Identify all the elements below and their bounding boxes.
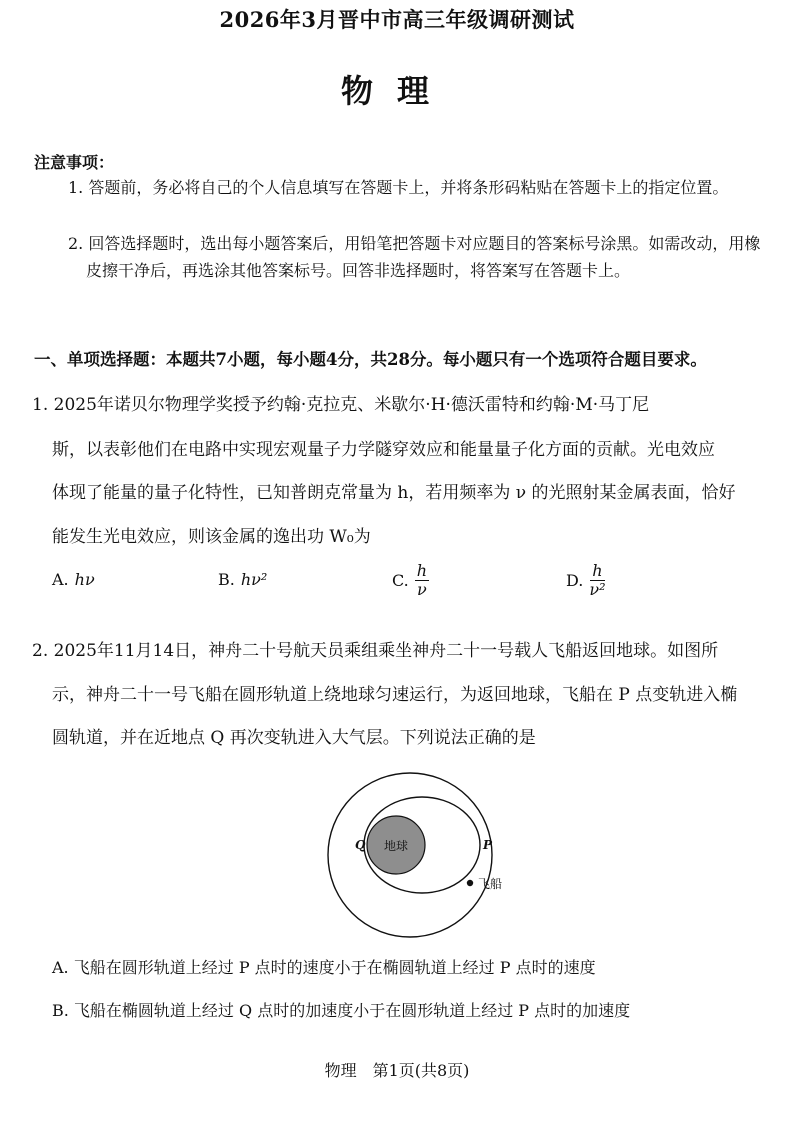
- option-label: D.: [566, 571, 584, 590]
- page-footer: 物理 第1页(共8页): [324, 1061, 470, 1080]
- q1-line-1: 1. 2025年诺贝尔物理学奖授予约翰·克拉克、米歇尔·H·德沃雷特和约翰·M·马丁尼: [32, 395, 650, 415]
- subject-title: 物理: [340, 72, 453, 110]
- q1-option-c: [392, 562, 429, 599]
- fraction-denominator: ν: [417, 580, 427, 599]
- fraction: [415, 562, 429, 599]
- option-label: C.: [392, 571, 409, 590]
- fraction-numerator: h: [416, 561, 428, 580]
- spacecraft-label: 飞船: [478, 877, 503, 891]
- q2-option-b: B. 飞船在椭圆轨道上经过 Q 点时的加速度小于在圆形轨道上经过 P 点时的加速度: [52, 1001, 631, 1020]
- q1-line-2: 斯，以表彰他们在电路中实现宏观量子力学隧穿效应和能量量子化方面的贡献。光电效应: [52, 440, 715, 460]
- fraction: [589, 562, 605, 599]
- spacecraft-dot-icon: [467, 880, 473, 886]
- q1-option-d: [566, 562, 605, 599]
- point-q-label: Q: [355, 838, 366, 852]
- option-label: B.: [218, 570, 235, 589]
- q1-line-3: 体现了能量的量子化特性，已知普朗克常量为 h，若用频率为 ν 的光照射某金属表面，恰好: [52, 483, 736, 503]
- fraction-denominator: ν²: [589, 580, 606, 599]
- option-value: hν: [74, 570, 95, 589]
- q2-option-a: A. 飞船在圆形轨道上经过 P 点时的速度小于在椭圆轨道上经过 P 点时的速度: [52, 958, 596, 977]
- option-value: hν²: [240, 570, 268, 589]
- note-item-2: 2. 回答选择题时，选出每小题答案后，用铅笔把答题卡对应题目的答案标号涂黑。如需改动，用橡皮擦干净后，再选涂其他答案标号。回答非选择题时，将答案写在答题卡上。: [68, 234, 761, 280]
- earth-label: 地球: [383, 839, 409, 853]
- q1-option-b: [218, 570, 267, 589]
- notes-heading: 注意事项：: [34, 153, 115, 172]
- q2-line-1: 2. 2025年11月14日，神舟二十号航天员乘组乘坐神舟二十一号载人飞船返回地球。如图所: [32, 641, 719, 661]
- point-p-label: P: [483, 838, 493, 852]
- fraction-numerator: h: [592, 561, 603, 580]
- section-heading: 一、单项选择题：本题共7小题，每小题4分，共28分。每小题只有一个选项符合题目要求。: [34, 350, 707, 369]
- exam-title: 2026年3月晋中市高三年级调研测试: [219, 7, 575, 32]
- q1-option-a: [52, 570, 95, 589]
- q2-line-3: 圆轨道，并在近地点 Q 再次变轨进入大气层。下列说法正确的是: [52, 728, 536, 748]
- q1-line-4: 能发生光电效应，则该金属的逸出功 W₀为: [52, 527, 371, 547]
- note-item-1: 1. 答题前，务必将自己的个人信息填写在答题卡上，并将条形码粘贴在答题卡上的指定位置。: [68, 178, 729, 197]
- orbit-diagram: [300, 770, 520, 960]
- option-label: A.: [52, 570, 69, 589]
- q2-line-2: 示，神舟二十一号飞船在圆形轨道上绕地球匀速运行，为返回地球，飞船在 P 点变轨进入椭: [52, 685, 738, 705]
